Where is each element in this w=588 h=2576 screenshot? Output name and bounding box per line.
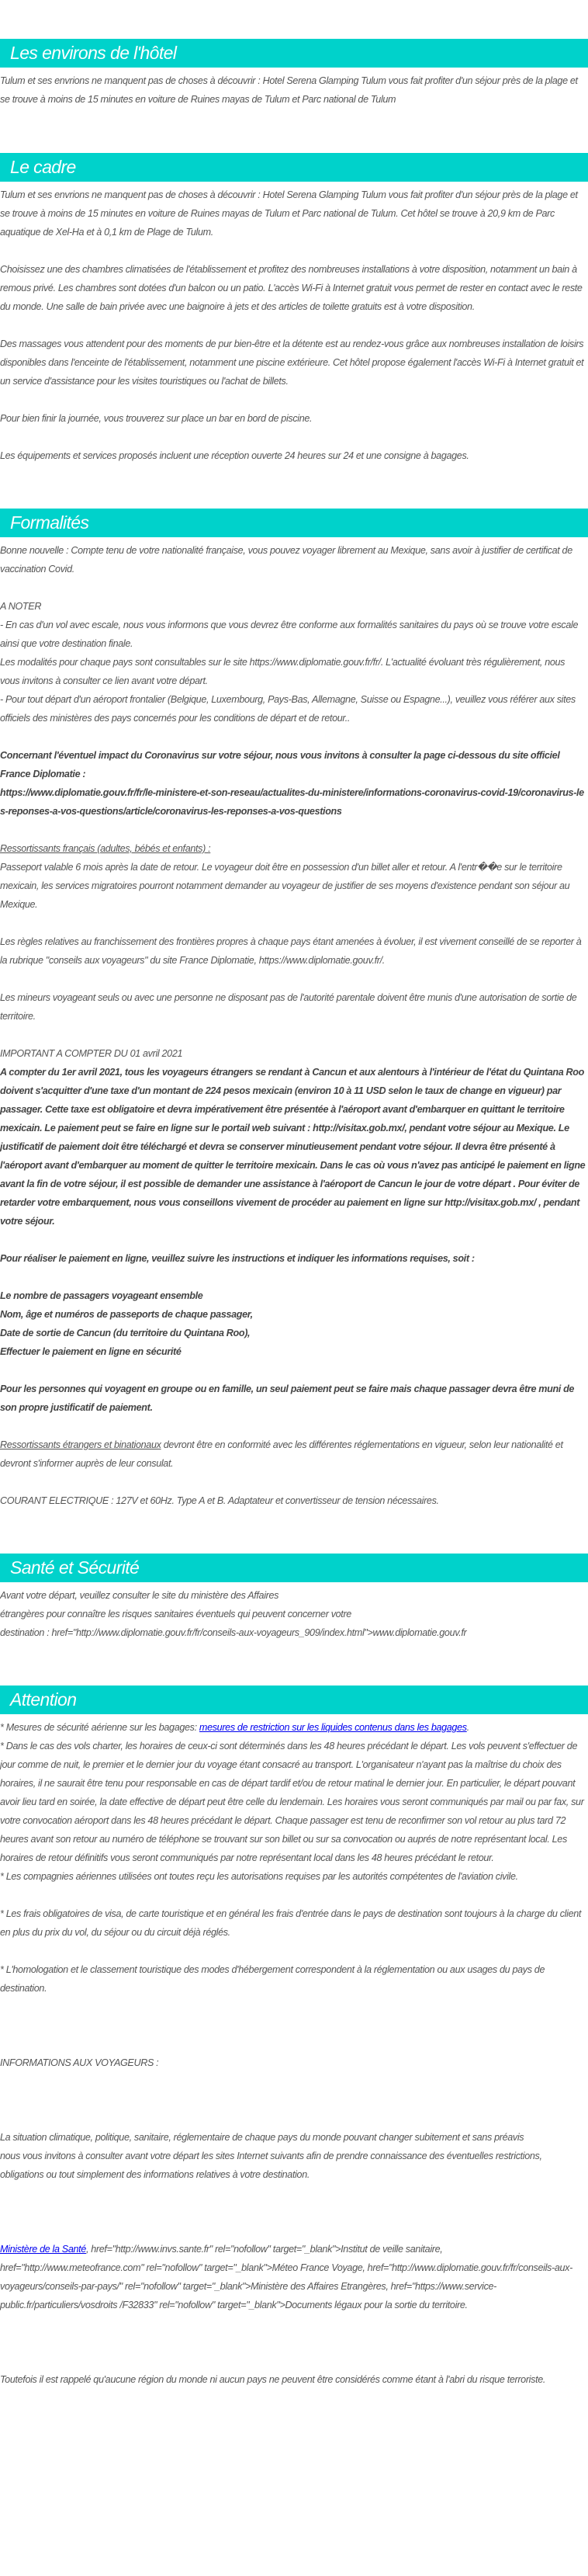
paragraph: Les équipements et services proposés incluent une réception ouverte 24 heures sur 24 et une consigne à bagages. xyxy=(0,450,469,461)
spacer xyxy=(0,109,588,153)
payment-step: Effectuer le paiement en ligne en sécurité xyxy=(0,1346,182,1357)
luggage-prefix: * Mesures de sécurité aérienne sur les bagages: xyxy=(0,1722,199,1733)
paragraph: Des massages vous attendent pour des moments de pur bien-être et la détente est au rendez-vous grâce aux nombreuses installation de loisirs disponibles dans l'enceinte de l'établissement, notamment une piscine extérieure. Cet hôtel propose également l'accès Wi-Fi à Internet gratuit et un service d'assistance pour les visites touristiques ou l'achat de billets. xyxy=(0,338,584,387)
visitax-notice: A compter du 1er avril 2021, tous les voyageurs étrangers se rendant à Cancun et aux alentours à l'intérieur de l'état du Quintana Roo doivent s'acquitter d'une taxe d'un montant de 224 pesos mexicain (environ 10 à 11 USD selon le taux de change en vigueur) par passager. Cette taxe est obligatoire et devra impérativement être présentée à l'aéroport avant d'embarquer en quittant le territoire mexicain. Le paiement peut se faire en ligne sur le portail web suivant : http://visitax.gob.mx/, pendant votre séjour au Mexique. Le justificatif de paiement doit être téléchargé et devra se conserver minutieusement pendant votre séjour. Il devra être présenté à l'aéroport avant d'embarquer au moment de quitter le territoire mexicain. Dans le cas où vous n'avez pas anticipé le paiement en ligne avant la fin de votre séjour, il est possible de demander une assistance à l'aéroport de Cancun le jour de votre départ . Pour éviter de retarder votre embarquement, nous vous conseillons vivement de procéder au paiement en ligne sur http://visitax.gob.mx/ , pendant votre séjour. xyxy=(0,1067,586,1227)
section-body xyxy=(0,182,588,465)
paragraph: * L'homologation et le classement touristique des modes d'hébergement correspondent à la réglementation ou aux usages du pays de destination. xyxy=(0,1964,545,1994)
paragraph: Passeport valable 6 mois après la date de retour. Le voyageur doit être en possession d'un billet aller et retour. A l'entr��e sur le territoire mexicain, les services migratoires pourront notamment demander au voyageur de justifier de ses moyens d'existence pendant son séjour au Mexique. xyxy=(0,862,570,910)
payment-step: Nom, âge et numéros de passeports de chaque passager, xyxy=(0,1309,253,1320)
electric-current: COURANT ELECTRIQUE : 127V et 60Hz. Type A et B. Adaptateur et convertisseur de tension nécessaires. xyxy=(0,1495,439,1506)
important-heading: IMPORTANT A COMPTER DU 01 avril 2021 xyxy=(0,1048,183,1059)
ministry-health-link[interactable]: Ministère de la Santé xyxy=(0,2244,86,2255)
section-environs xyxy=(0,39,588,109)
paragraph: Les mineurs voyageant seuls ou avec une personne ne disposant pas de l'autorité parentale doivent être munis d'une autorisation de sortie de territoire. xyxy=(0,992,577,1022)
paragraph: - En cas d'un vol avec escale, nous vous informons que vous devrez être conforme aux formalités sanitaires du pays où se trouve votre escale ainsi que votre destination finale. xyxy=(0,620,579,649)
paragraph: Pour bien finir la journée, vous trouverez sur place un bar en bord de piscine. xyxy=(0,413,313,424)
paragraph: - Pour tout départ d'un aéroport frontalier (Belgique, Luxembourg, Pays-Bas, Allemagne, Suisse ou Espagne...), veuillez vous référer aux sites officiels des ministères des pays concernés pour les conditions de départ et de retour.. xyxy=(0,694,576,724)
paragraph: * Les compagnies aériennes utilisées ont toutes reçu les autorisations requises par les autorités compétentes de l'aviation civile. xyxy=(0,1871,518,1882)
paragraph: * Les frais obligatoires de visa, de carte touristique et en général les frais d'entrée dans le pays de destination sont toujours à la charge du client en plus du prix du vol, du séjour ou du circuit déjà réglés. xyxy=(0,1908,582,1938)
luggage-notice xyxy=(0,1718,586,1737)
resources-text: , href="http://www.invs.sante.fr" rel="nofollow" target="_blank">Institut de veille sanitaire, href="http://www.meteofrance.com" rel="nofollow" target="_blank">Méteo France Voyage, href="http://www.diplomatie.gouv.fr/fr/conseils-aux-voyageurs/conseils-par-pays/" rel="nofollow" target="_blank">Ministère des Affaires Etrangères, href="https://www.service-public.fr/particuliers/vosdroits /F32833" rel="nofollow" target="_blank">Documents légaux pour la sortie du territoire. xyxy=(0,2244,572,2310)
paragraph: Bonne nouvelle : Compte tenu de votre nationalité française, vous pouvez voyager librement au Mexique, sans avoir à justifier de certificat de vaccination Covid. xyxy=(0,545,572,575)
luggage-suffix: . xyxy=(466,1722,469,1733)
section-title: Formalités xyxy=(10,512,89,533)
section-header-cadre xyxy=(0,153,588,182)
section-header-environs xyxy=(0,39,588,68)
paragraph: destination : href="http://www.diplomatie.gouv.fr/fr/conseils-aux-voyageurs_909/index.html">www.diplomatie.gouv.fr xyxy=(0,1627,467,1638)
paragraph: Les règles relatives au franchissement des frontières propres à chaque pays étant amenées à évoluer, il est vivement conseillé de se reporter à la rubrique "conseils aux voyageurs" du site France Diplomatie, https://www.diplomatie.gouv.fr/. xyxy=(0,936,582,966)
note-heading: A NOTER xyxy=(0,601,42,612)
section-header-formalites xyxy=(0,509,588,537)
payment-step: Date de sortie de Cancun (du territoire du Quintana Roo), xyxy=(0,1328,251,1338)
section-body xyxy=(0,1582,588,1642)
spacer xyxy=(0,1510,588,1554)
section-header-attention xyxy=(0,1686,588,1714)
resources-paragraph xyxy=(0,2240,586,2314)
covid-notice: Concernant l'éventuel impact du Coronavirus sur votre séjour, nous vous invitons à consulter la page ci-dessous du site officiel France Diplomatie : xyxy=(0,750,560,779)
paragraph: Toutefois il est rappelé qu'aucune région du monde ni aucun pays ne peuvent être considérés comme étant à l'abri du risque terroriste. xyxy=(0,2374,546,2385)
section-cadre xyxy=(0,153,588,465)
section-title: Le cadre xyxy=(10,157,76,177)
paragraph: Tulum et ses envrions ne manquent pas de choses à découvrir : Hotel Serena Glamping Tulum vous fait profiter d'un séjour près de la plage et se trouve à moins de 15 minutes en voiture de Ruines mayas de Tulum et Parc national de Tulum xyxy=(0,75,578,105)
spacer xyxy=(0,1642,588,1686)
paragraph: * Dans le cas des vols charter, les horaires de ceux-ci sont déterminés dans les 48 heures précédant le départ. Les vols peuvent s'effectuer de jour comme de nuit, le premier et le dernier jour du voyage étant consacré au transport. L'organisateur n'ayant pas la maîtrise du choix des horaires, il ne saurait être tenu pour responsable en cas de départ tardif et/ou de retour matinal le dernier jour. En particulier, le départ pouvant avoir lieu tard en soirée, la date effective de départ peut être celle du lendemain. Les horaires vous seront communiqués par mail ou par fax, sur votre convocation aéroport dans les 48 heures précédant le départ. Chaque passager est tenu de reconfirmer son vol retour au plus tard 72 heures avant son retour au numéro de téléphone se trouvant sur son billet ou sur sa convocation ou auprés de notre représentant local. Les horaires de retour définitifs vous seront communiqués par notre représentant local dans les 48 heures précédant le retour. xyxy=(0,1741,584,1863)
paragraph: Les modalités pour chaque pays sont consultables sur le site https://www.diplomatie.gouv.fr/fr/. L'actualité évoluant très régulièrement, nous vous invitons à consulter ce lien avant votre départ. xyxy=(0,657,566,686)
paragraph: Choisissez une des chambres climatisées de l'établissement et profitez des nombreuses installations à votre disposition, notamment un bain à remous privé. Les chambres sont dotées d'un balcon ou un patio. L'accès Wi-Fi à Internet gratuit vous permet de rester en contact avec le reste du monde. Une salle de bain privée avec une baignoire à jets et des articles de toilette gratuits est à votre disposition. xyxy=(0,264,583,312)
paragraph: La situation climatique, politique, sanitaire, réglementaire de chaque pays du monde pouvant changer subitement et sans préavis xyxy=(0,2132,524,2143)
paragraph: Avant votre départ, veuillez consulter le site du ministère des Affaires xyxy=(0,1590,279,1601)
section-body xyxy=(0,1714,588,2389)
section-sante xyxy=(0,1554,588,1642)
payment-intro: Pour réaliser le paiement en ligne, veuillez suivre les instructions et indiquer les informations requises, soit : xyxy=(0,1253,475,1264)
section-title: Attention xyxy=(10,1689,77,1710)
section-formalites xyxy=(0,509,588,1510)
info-heading: INFORMATIONS AUX VOYAGEURS : xyxy=(0,2057,159,2068)
foreign-nationals xyxy=(0,1436,586,1473)
spacer xyxy=(0,465,588,509)
paragraph: nous vous invitons à consulter avant votre départ les sites Internet suivants afin de prendre connaissance des éventuelles restrictions, obligations ou tout simplement des informations relatives à votre destination. xyxy=(0,2151,542,2180)
section-body xyxy=(0,68,588,109)
section-attention xyxy=(0,1686,588,2389)
foreign-nationals-heading: Ressortissants étrangers et binationaux xyxy=(0,1439,161,1450)
section-body xyxy=(0,537,588,1510)
top-spacer xyxy=(0,0,588,39)
group-payment: Pour les personnes qui voyagent en groupe ou en famille, un seul paiement peut se faire mais chaque passager devra être muni de son propre justificatif de paiement. xyxy=(0,1383,575,1413)
section-header-sante xyxy=(0,1554,588,1582)
payment-step: Le nombre de passagers voyageant ensemble xyxy=(0,1290,203,1301)
paragraph: Tulum et ses envrions ne manquent pas de choses à découvrir : Hotel Serena Glamping Tulum vous fait profiter d'un séjour près de la plage et se trouve à moins de 15 minutes en voiture de Ruines mayas de Tulum et Parc national de Tulum. Cet hôtel se trouve à 20,9 km de Parc aquatique de Xel-Ha et à 0,1 km de Plage de Tulum. xyxy=(0,189,578,238)
french-nationals-heading: Ressortissants français (adultes, bébés et enfants) : xyxy=(0,843,211,854)
paragraph: étrangères pour connaître les risques sanitaires éventuels qui peuvent concerner votre xyxy=(0,1609,351,1620)
liquids-restriction-link[interactable]: mesures de restriction sur les liquides contenus dans les bagages xyxy=(199,1722,467,1733)
section-title: Les environs de l'hôtel xyxy=(10,43,177,63)
covid-url: https://www.diplomatie.gouv.fr/fr/le-ministere-et-son-reseau/actualites-du-ministere/informations-coronavirus-covid-19/coronavirus-les-reponses-a-vos-questions/article/coronavirus-les-reponses-a-vos-questions xyxy=(0,787,584,817)
section-title: Santé et Sécurité xyxy=(10,1557,140,1578)
foreign-nationals-text: devront être en conformité avec les différentes réglementations en vigueur, selon leur nationalité et devront s'informer auprès de leur consulat. xyxy=(0,1439,563,1469)
